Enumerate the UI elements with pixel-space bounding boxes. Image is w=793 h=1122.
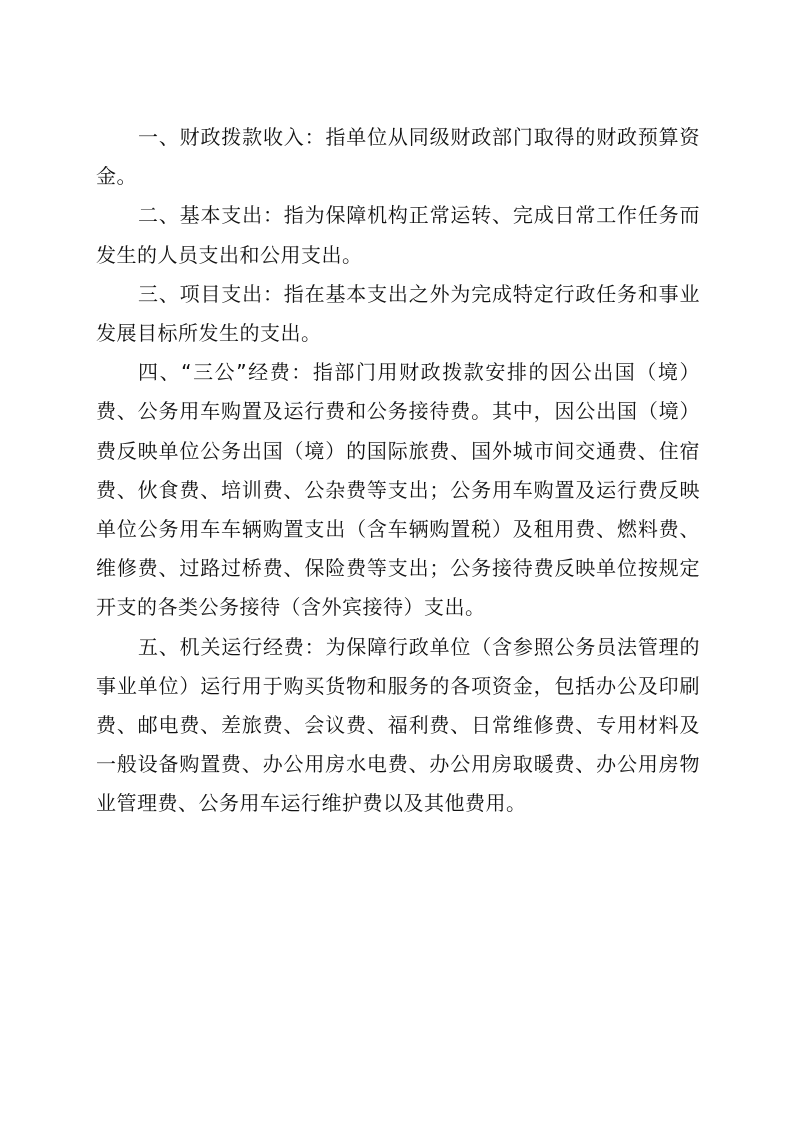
paragraph-line: 开支的各类公务接待（含外宾接待）支出。 xyxy=(96,595,486,620)
paragraph-fiscal-appropriation-income xyxy=(96,118,700,196)
paragraph-line: 一、财政拨款收入：指单位从同级财政部门取得的财政预算资 xyxy=(138,125,700,149)
paragraph-line: 费、邮电费、差旅费、会议费、福利费、日常维修费、专用材料及 xyxy=(96,713,700,738)
paragraph-line: 单位公务用车车辆购置支出（含车辆购置税）及租用费、燃料费、 xyxy=(96,517,700,542)
paragraph-line: 发展目标所发生的支出。 xyxy=(96,321,322,346)
paragraph-line: 四、“三公”经费：指部门用财政拨款安排的因公出国（境） xyxy=(138,360,700,385)
paragraph-line: 金。 xyxy=(96,164,137,189)
paragraph-line: 三、项目支出：指在基本支出之外为完成特定行政任务和事业 xyxy=(138,281,700,306)
document-body xyxy=(96,118,700,824)
paragraph-line: 一般设备购置费、办公用房水电费、办公用房取暖费、办公用房物 xyxy=(96,752,700,777)
paragraph-line: 二、基本支出：指为保障机构正常运转、完成日常工作任务而 xyxy=(138,203,700,228)
paragraph-line: 费、公务用车购置及运行费和公务接待费。其中，因公出国（境） xyxy=(96,399,700,424)
paragraph-line: 发生的人员支出和公用支出。 xyxy=(96,242,363,267)
paragraph-line: 费反映单位公务出国（境）的国际旅费、国外城市间交通费、住宿 xyxy=(96,438,700,463)
paragraph-project-expenditure xyxy=(96,275,700,353)
paragraph-agency-operating-expenses xyxy=(96,628,700,824)
paragraph-basic-expenditure xyxy=(96,196,700,274)
paragraph-line: 五、机关运行经费：为保障行政单位（含参照公务员法管理的 xyxy=(138,634,700,659)
paragraph-line: 费、伙食费、培训费、公杂费等支出；公务用车购置及运行费反映 xyxy=(96,477,700,502)
paragraph-line: 业管理费、公务用车运行维护费以及其他费用。 xyxy=(96,791,527,816)
paragraph-line: 维修费、过路过桥费、保险费等支出；公务接待费反映单位按规定 xyxy=(96,556,700,581)
paragraph-three-public-expenses xyxy=(96,353,700,627)
paragraph-line: 事业单位）运行用于购买货物和服务的各项资金，包括办公及印刷 xyxy=(96,673,700,698)
